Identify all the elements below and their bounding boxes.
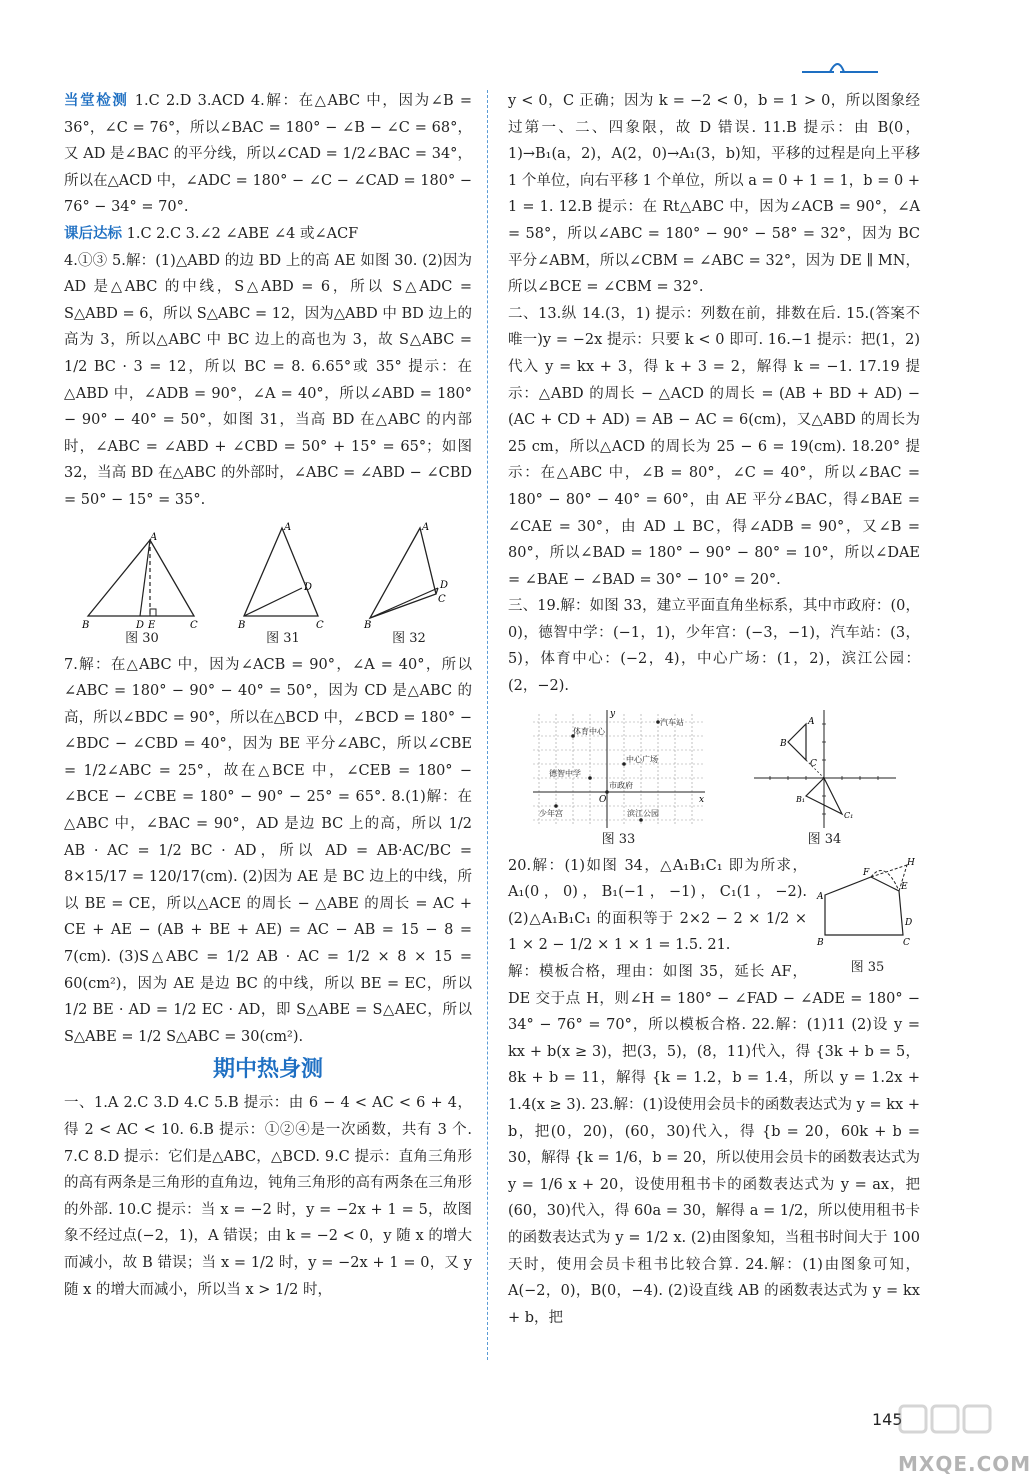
figure-34-caption: 图 34: [807, 831, 842, 847]
figure-35: [815, 855, 920, 978]
coordinate-figure-34: [750, 706, 900, 831]
svg-text:B₁: B₁: [795, 794, 805, 804]
svg-text:F: F: [863, 867, 870, 878]
svg-text:B: B: [779, 738, 787, 749]
header-decoration: [800, 52, 880, 78]
page-number: 145: [872, 1410, 903, 1429]
svg-text:B: B: [238, 619, 246, 631]
map-shaonian: 少年宫: [538, 808, 563, 818]
triangle-figure-30: [82, 530, 202, 630]
answer-13-18: 二、13.纵 14.(3，1) 提示：列数在前，排数在后. 15.(答案不唯一)y = −2x 提示：只要 k < 0 即可. 16.−1 提示：把(1，2)代入 y = kx + 3，得 k + 3 = 2，解得 k = −1. 17.19 提示：△ABD 的周长 − △ACD 的周长 = (AB + BD + AD) − (AC + CD + AD) = AB − AC = 6(cm)，又△ABD 的周长为 25 cm，所以△ACD 的周长为 25 − 6 = 19(cm). 18.20° 提示：在△ABC 中，∠B = 80°，∠C = 40°，所以∠BAC = 180° − 80° − 40° = 60°，由 AE 平分∠BAC，得∠BAE = ∠CAE = 30°，由 AD ⊥ BC，得∠ADB = 90°，又∠B = 80°，所以∠BAD = 180° − 90° − 80° = 10°，所以∠DAE = ∠BAE − ∠BAD = 30° − 10° = 20°.: [508, 305, 920, 588]
answer-qizhong-1-10: 一、1.A 2.C 3.D 4.C 5.B 提示：由 6 − 4 < AC < 6 + 4，得 2 < AC < 10. 6.B 提示：①②④是一次函数，共有 3 个. 7.C 8.D 提示：它们是△ABC，△BCD. 9.C 提示：直角三角形的高有两条是三角形的直角边，钝角三角形的高有两条在三角形的外部. 10.C 提示：当 x = −2 时，y = −2x + 1 = 5，故图象不经过点(−2，1)，A 错误；由 k = −2 < 0，y 随 x 的增大而减小，故 B 错误；当 x = 1/2 时，y = −2x + 1 = 0，又 y 随 x 的增大而减小，所以当 x > 1/2 时，: [64, 1095, 472, 1298]
figure-35-caption: 图 35: [850, 960, 885, 976]
svg-text:C: C: [190, 619, 198, 631]
svg-text:A: A: [807, 716, 814, 727]
map-dezhi: 德智中学: [548, 768, 581, 778]
map-x-label: x: [698, 794, 704, 805]
template-figure-35: [815, 855, 920, 950]
answer-4-6: 4.①③ 5.解：(1)△ABD 的边 BD 上的高 AE 如图 30. (2)因为 AD 是△ABC 的中线，S△ABD = 6，所以 S△ADC = S△ABD = 6，所以 S△ABC = 12，因为△ABD 中 BD 边上的高为 3，所以△ABC 中 BC 边上的高也为 3，故 S△ABC = 1/2 BC · 3 = 12，所以 BC = 8. 6.65°或 35° 提示：在△ABD 中，∠ADB = 90°，∠A = 40°，所以∠ABD = 180° − 90° − 40° = 50°，如图 31，当高 BD 在△ABC 的内部时，∠ABC = ∠ABD + ∠CBD = 50° + 15° = 65°；如图 32，当高 BD 在△ABC 的外部时，∠ABC = ∠ABD − ∠CBD = 50° − 15° = 35°.: [64, 252, 472, 508]
left-column: [64, 88, 472, 1303]
map-origin-label: O: [598, 794, 606, 805]
svg-text:C: C: [316, 619, 324, 631]
svg-text:B: B: [817, 937, 824, 948]
coordinate-map-figure-33: [529, 706, 709, 831]
figure-30: [82, 530, 202, 648]
kehou-answers: 1.C 2.C 3.∠2 ∠ABE ∠4 或∠ACF: [122, 225, 359, 242]
svg-text:C: C: [903, 937, 910, 948]
triangle-figure-32: [364, 520, 454, 630]
figure-32: [364, 520, 454, 648]
answer-block-dangtang: [64, 88, 472, 221]
figures-33-34: [508, 706, 920, 849]
figure-33: [529, 706, 709, 849]
svg-text:A: A: [422, 521, 430, 533]
right-column: [508, 88, 920, 1331]
figure-34: [750, 706, 900, 849]
svg-text:A: A: [284, 521, 292, 533]
tag-kehou: 课后达标: [64, 225, 122, 242]
figures-30-32: [64, 520, 472, 648]
answer-20-21: 20.解：(1)如图 34，△A₁B₁C₁ 即为所求，A₁(0，0)，B₁(−1，−1)，C₁(1，−2). (2)△A₁B₁C₁ 的面积等于 2×2 − 2 × 1/2 × 1 × 2 − 1/2 × 1 × 1 = 1.5. 21.: [508, 857, 807, 954]
svg-text:E: E: [148, 619, 156, 631]
figure-33-caption: 图 33: [601, 831, 636, 847]
svg-text:D: D: [304, 581, 313, 593]
answer-7-8: 7.解：在△ABC 中，因为∠ACB = 90°，∠A = 40°，所以∠ABC = 180° − 90° − 40° = 50°，因为 CD 是△ABC 的高，所以∠BDC = 90°，所以在△BCD 中，∠BCD = 180° − ∠BDC − ∠CBD = 40°，因为 BE 平分∠ABC，所以∠CBE = 1/2∠ABC = 25°，故在△BCE 中，∠CEB = 180° − ∠BCE − ∠CBE = 180° − 90° − 25° = 65°. 8.(1)解：在△ABC 中，∠BAC = 90°，AD 是边 BC 上的高，所以 1/2 AB · AC = 1/2 BC · AD，所以 AD = AB·AC/BC = 8×15/17 = 120/17(cm). (2)因为 AE 是 BC 边上的中线，所以 BE = CE，所以△ACE 的周长 − △ABE 的周长 = AC + CE + AE − (AB + BE + AE) = AC − AB = 15 − 8 = 7(cm). (3)S△ABC = 1/2 AB · AC = 1/2 × 8 × 15 = 60(cm²)，因为 AE 是边 BC 的中线，所以 BE = EC，所以 1/2 BE · AD = 1/2 EC · AD，即 S△ABE = S△AEC，所以 S△ABE = 1/2 S△ABC = 30(cm²).: [64, 656, 472, 1045]
svg-text:C: C: [809, 758, 817, 769]
answer-20-24: [508, 853, 920, 1332]
column-divider: [487, 90, 488, 1360]
triangle-figure-31: [238, 520, 328, 630]
answer-21-24: 解：模板合格，理由：如图 35，延长 AF，DE 交于点 H，则∠H = 180° − ∠FAD − ∠ADE = 180° − 34° − 76° = 70°，所以模板合格. 22.解：(1)11 (2)设 y = kx + b(x ≥ 3)，把(3，5)，(8，11)代入，得 {3k + b = 5，8k + b = 11，解得 {k = 1.2，b = 1.4，所以 y = 1.2x + 1.4(x ≥ 3). 23.解：(1)设使用会员卡的函数表达式为 y = kx + b，把(0，20)，(60，30)代入，得 {b = 20，60k + b = 30，解得 {k = 1/6，b = 20，所以使用会员卡的函数表达式为 y = 1/6 x + 20，设使用租书卡的函数表达式为 y = ax，把(60，30)代入，得 60a = 30，解得 a = 1/2，所以使用租书卡的函数表达式为 y = 1/2 x. (2)由图象知，当租书时间大于 100 天时，使用会员卡租书比较合算. 24.解：(1)由图象可知，A(−2，0)，B(0，−4). (2)设直线 AB 的函数表达式为 y = kx + b，把: [508, 964, 920, 1326]
map-y-label: y: [609, 708, 615, 719]
svg-text:C₁: C₁: [843, 810, 853, 820]
svg-text:E: E: [901, 881, 908, 892]
figure-31: [238, 520, 328, 648]
section-title-qizhong: 期中热身测: [212, 1057, 323, 1083]
figure-30-caption: 图 30: [125, 630, 159, 646]
svg-text:D: D: [905, 917, 913, 928]
map-shizhengfu: 市政府: [608, 780, 633, 790]
svg-text:B: B: [82, 619, 90, 631]
watermark-text: MXQE.COM: [898, 1452, 1031, 1476]
svg-text:B: B: [364, 619, 372, 631]
answer-19: 三、19.解：如图 33，建立平面直角坐标系，其中市政府：(0，0)，德智中学：(−1，1)，少年宫：(−3，−1)，汽车站：(3，5)，体育中心：(−2，4)，中心广场：(1，2)，滨江公园：(2，−2).: [508, 598, 920, 695]
tag-dangtang: 当堂检测: [64, 93, 129, 109]
answer-block-kehou: [64, 221, 472, 248]
map-tiyu: 体育中心: [572, 726, 605, 736]
map-zhongxin: 中心广场: [625, 754, 658, 764]
figure-32-caption: 图 32: [392, 630, 426, 646]
map-binjiang: 滨江公园: [626, 808, 659, 818]
dangtang-answers: 1.C 2.D 3.ACD 4.解：在△ABC 中，因为∠B = 36°，∠C = 76°，所以∠BAC = 180° − ∠B − ∠C = 68°，又 AD 是∠BAC 的平分线，所以∠CAD = 1/2∠BAC = 34°，所以在△ACD 中，∠ADC = 180° − ∠C − ∠CAD = 180° − 76° − 34° = 70°.: [64, 93, 473, 216]
svg-text:D: D: [440, 579, 449, 591]
svg-text:C: C: [438, 593, 446, 605]
svg-text:H: H: [907, 857, 915, 868]
figure-31-caption: 图 31: [266, 630, 300, 646]
map-qiche: 汽车站: [659, 717, 684, 727]
svg-text:D: D: [136, 619, 145, 631]
svg-text:A: A: [817, 891, 824, 902]
svg-text:A: A: [150, 531, 158, 543]
answer-10-12: y < 0，C 正确；因为 k = −2 < 0，b = 1 > 0，所以图象经过第一、二、四象限，故 D 错误. 11.B 提示：由 B(0，1)→B₁(a，2)，A(2，0)→A₁(3，b)知，平移的过程是向上平移 1 个单位，向右平移 1 个单位，所以 a = 0 + 1 = 1，b = 0 + 1 = 1. 12.B 提示：在 Rt△ABC 中，因为∠ACB = 90°，∠A = 58°，所以∠ABC = 180° − 90° − 58° = 32°，因为 BC 平分∠ABM，所以∠CBM = ∠ABC = 32°，因为 DE ∥ MN，所以∠BCE = ∠CBM = 32°.: [508, 93, 920, 296]
